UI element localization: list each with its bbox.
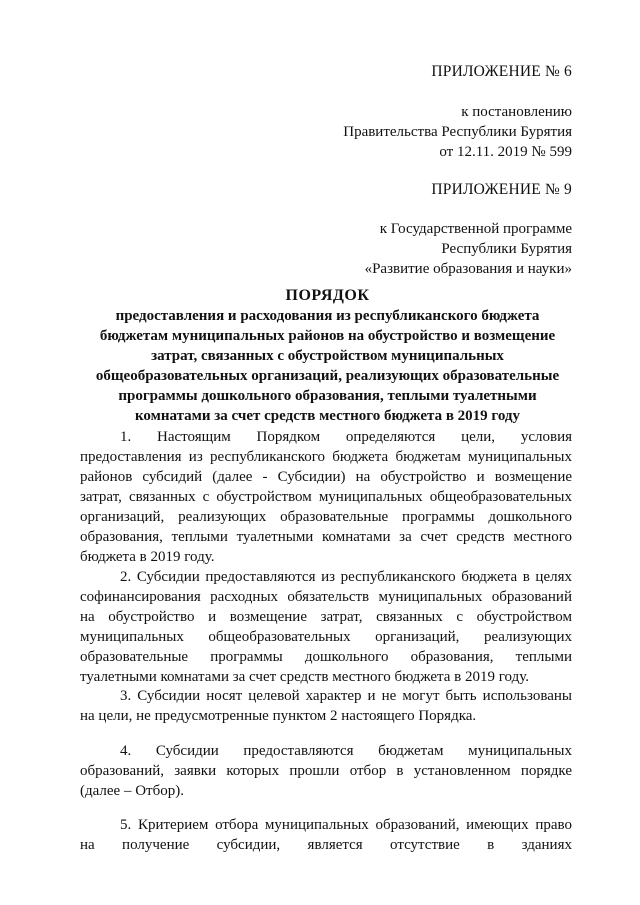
title-line: общеобразовательных организаций, реализующих образовательные [95,368,560,384]
appendix-9-line: «Развитие образования и науки» [364,261,572,277]
paragraph-line: на получение субсидии, является отсутствие в зданиях [80,837,572,853]
paragraph-line: 1. Настоящим Порядком определяются цели, условия [120,429,572,445]
paragraph-line: 4. Субсидии предоставляются бюджетам муниципальных [120,743,572,759]
paragraph-line: на цели, не предусмотренные пунктом 2 настоящего Порядка. [80,708,477,724]
paragraph-line: бюджета в 2019 году. [80,549,215,565]
paragraph-1 [80,427,572,567]
appendix-6-reference [343,102,572,162]
title-line: предоставления и расходования из республиканского бюджета [115,308,540,324]
paragraph-line: затрат, связанных с обустройством муниципальных общеобразовательных [80,489,572,505]
title-line: затрат, связанных с обустройством муниципальных [151,348,504,364]
paragraph-line: софинансирования расходных обязательств муниципальных образований [80,589,572,605]
paragraph-line: туалетными комнатами за счет средств местного бюджета в 2019 году. [80,669,529,685]
appendix-6-line: Правительства Республики Бурятия [343,124,572,140]
paragraph-2 [80,567,572,687]
paragraph-line: 2. Субсидии предоставляются из республиканского бюджета в целях [120,569,572,585]
document-title [60,286,595,426]
appendix-6-label: ПРИЛОЖЕНИЕ № 6 [431,63,572,80]
title-line: программы дошкольного образования, теплыми туалетными [118,388,537,404]
paragraph-line: образований, заявки которых прошли отбор в установленном порядке [80,763,572,779]
paragraph-line: организаций, реализующих образовательные программы дошкольного [80,509,572,525]
paragraph-line: образовательные программы дошкольного образования, теплыми [80,649,572,665]
appendix-9-block [431,180,572,200]
paragraph-line: на обустройство и возмещение затрат, связанных с обустройством [80,609,572,625]
appendix-6-line: от 12.11. 2019 № 599 [439,144,572,160]
paragraph-line: 3. Субсидии носят целевой характер и не могут быть использованы [120,688,572,704]
title-line: комнатами за счет средств местного бюджета в 2019 году [134,408,521,424]
appendix-9-line: к Государственной программе [379,221,572,237]
paragraph-line: 5. Критерием отбора муниципальных образований, имеющих право [120,817,572,833]
paragraph-line: предоставления из республиканского бюджета бюджетам муниципальных [80,449,572,465]
paragraph-3 [80,686,572,726]
paragraph-line: (далее – Отбор). [80,783,184,799]
appendix-6-block [431,62,572,82]
paragraph-line: образования, теплыми туалетными комнатами за счет средств местного [80,529,572,545]
paragraph-line: муниципальных общеобразовательных организаций, реализующих [80,629,572,645]
title-heading: ПОРЯДОК [285,287,370,304]
appendix-6-line: к постановлению [461,104,572,120]
appendix-9-reference [365,219,572,279]
paragraph-4 [80,741,572,801]
paragraph-5 [80,815,572,855]
appendix-9-line: Республики Бурятия [441,241,572,257]
paragraph-line: районов субсидий (далее - Субсидии) на обустройство и возмещение [80,469,572,485]
appendix-9-label: ПРИЛОЖЕНИЕ № 9 [431,181,572,198]
title-line: бюджетам муниципальных районов на обустройство и возмещение [99,328,556,344]
